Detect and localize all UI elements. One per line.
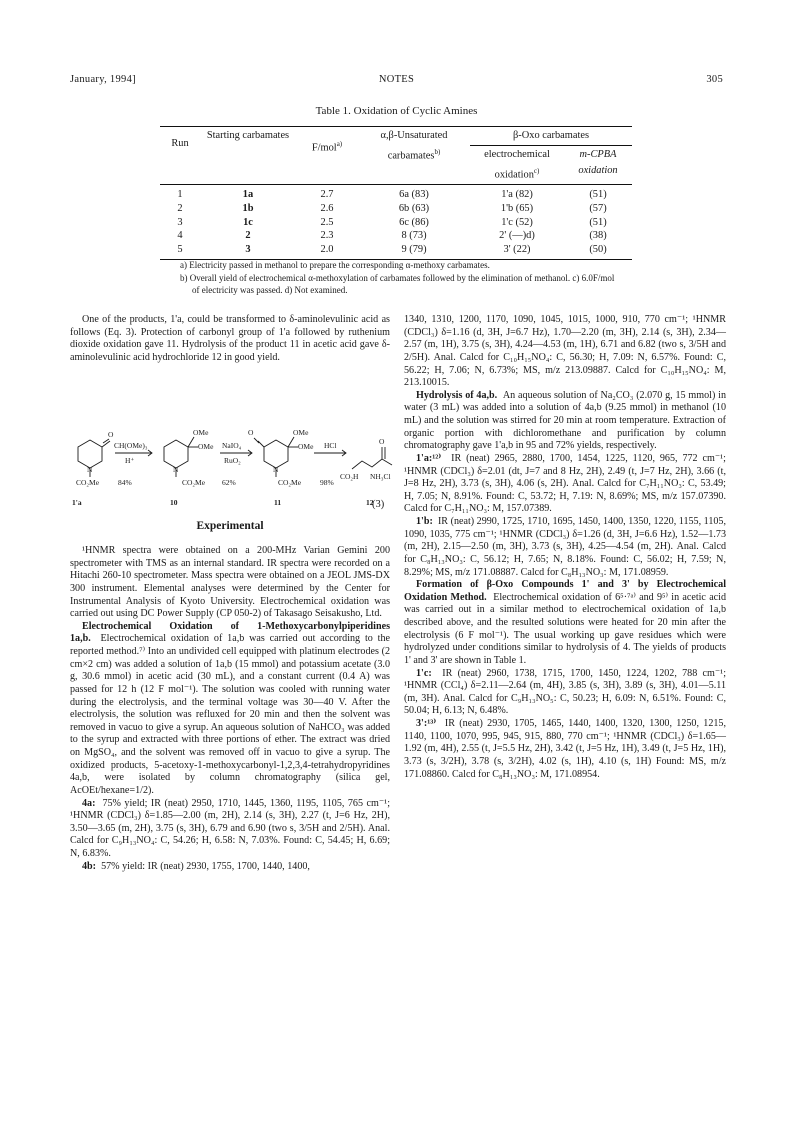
cell-mcpba: (50) [564,243,632,260]
cell-start: 1b [242,203,254,215]
cell-start: 2 [245,230,251,242]
o-label-1: O [108,430,114,439]
left-experimental [70,545,390,873]
cell-f: 2.6 [320,203,334,215]
reagent-2b: RuO₂ [224,456,241,465]
cell-unsat: 6b (63) [398,203,430,215]
cell-unsat: 9 (79) [358,243,470,260]
data-1c-paragraph: 1'c: IR (neat) 2960, 1738, 1715, 1700, 1450, 1224, 1202, 788 cm⁻¹; ¹HNMR (CCl₄) δ=2.11—2.64 (m, 4H), 3.85 (s, 3H), 3.89 (s, 3H), 4.01—5.11 (m, 3H). Anal. Calcd for C₉H₁₃NO₅: C, 50.23; H, 6.09: N, 6.51%. Found: C, 50.04; H, 6.13; N, 6.48%. [404,667,726,717]
formation-paragraph: Formation of β-Oxo Compounds 1' and 3' by Electrochemical Oxidation Method. Electrochemical oxidation of 6⁵·⁷ᵃ⁾ and 9⁵⁾ in acetic acid was carried out in a similar method to electrochemical oxidation of 1a,b described above, and the resulted solutions were heated for 20 min after the electrolysis (6 F mol⁻¹). The usual working up gave residues which were hydrolyzed under conditions similar to hydrolysis of 4. The yields of products 1' and 3' are shown in Table 1. [404,579,727,666]
header-oxo: β-Oxo carbamates [470,127,632,146]
cell-mcpba: (57) [589,203,607,215]
yield-1: 84% [118,478,132,487]
yield-3: 98% [320,478,334,487]
cell-f: 2.0 [296,243,358,260]
compound-10: 10 [170,498,178,507]
ome-label-2: OMe [198,442,214,451]
data-1b-paragraph: 1'b: IR (neat) 2990, 1725, 1710, 1695, 1450, 1400, 1350, 1220, 1155, 1105, 1090, 1035, 775 cm⁻¹; ¹HNMR (CDCl₃) δ=1.26 (d, 3H, J=6.6 Hz), 1.52—1.73 (m, 2H), 2.15—2.50 (m, 3H), 3.73 (s, 3H), 4.25—4.54 (m, 2H). Anal. Calcd for C₈H₁₃NO₃: C, 56.12; H, 7.65; N, 8.18%. Found: C, 56.02; H, 7.59; N, 8.29%; MS, m/z 171.08887. Calcd for C₈H₁₃NO₃: M, 171.08959. [404,516,727,578]
data-3-paragraph: 3':¹³⁾ IR (neat) 2930, 1705, 1465, 1440, 1400, 1320, 1300, 1250, 1215, 1140, 1100, 1070, 995, 945, 915, 880, 770 cm⁻¹; ¹HNMR (CDCl₃) δ=1.65—1.92 (m, 4H), 2.55 (t, J=5.5 Hz, 2H), 3.42 (t, J=5 Hz, 1H), 3.49 (t, J=5 Hz, 1H), 3.73 (s, 3/2H), 3.78 (s, 3/2H), 4.02 (s, 1H), 4.10 (s, 1H) Found: MS, m/z 171.08860. Calcd for C₈H₁₃NO₃: M, 171.08954. [404,718,727,780]
compound-1a: 1'a [72,498,82,507]
exp-4b-paragraph: 4b: 57% yield: IR (neat) 2930, 1755, 1700, 1440, 1400, [82,860,310,872]
table-row [160,202,632,216]
exp-4a-paragraph: 4a: 75% yield; IR (neat) 2950, 1710, 1445, 1360, 1195, 1105, 765 cm⁻¹; ¹HNMR (CDCl₃) δ=1.85—2.00 (m, 2H), 2.14 (s, 3H), 2.27 (t, J=6 Hz, 2H), 3.50—3.65 (m, 2H), 3.75 (s, 3H), 6.79 and 6.90 (two s, 3/5H and 2/5H). Anal. Calcd for C₉H₁₃NO₄: C, 54.26; H, 6.58: N, 7.03%. Found: C, 54.45; H, 6.69; N, 6.83%. [70,797,390,859]
cell-start: 1c [243,216,253,228]
cell-f: 2.3 [320,230,334,242]
reagent-1: CH(OMe)₃ [114,441,148,450]
hydrolysis-paragraph: Hydrolysis of 4a,b. An aqueous solution of Na₂CO₃ (2.070 g, 15 mmol) in water (3 mL) was added into a solution of 4a,b (9.25 mmol) in methanol (10 mL) and the solution was stirred for 20 min at room temperature. Extraction of organic portion with dichloromethane and purification by column chromatography gave 1'a,b in 95 and 72% yields, respectively. [404,389,727,452]
cell-start: 3 [200,243,296,260]
page-number: 305 [706,74,723,85]
header-starting: Starting carbamates [200,127,296,185]
ome-label-3: OMe [293,428,309,437]
cell-start: 1a [242,189,254,201]
cell-run: 3 [177,216,183,228]
co2h-label: CO₂H [340,472,359,481]
table-row [160,229,632,243]
right-column [404,314,726,781]
co2me-1: CO₂Me [76,478,100,487]
yield-2: 62% [222,478,236,487]
cell-electro: 1'b (65) [500,203,534,215]
table-caption: Table 1. Oxidation of Cyclic Amines [315,105,478,117]
reagent-3: HCl [324,441,337,450]
reagent-1b: H⁺ [125,456,135,465]
table-row [160,243,632,260]
n-label-3: N [273,465,279,474]
header-electro: electrochemical oxidation$^{c)}$ [470,146,564,185]
cell-run: 4 [177,230,183,242]
cell-mcpba: (51) [589,216,607,228]
header-mcpba: m-CPBA oxidation [564,146,632,185]
table-row [160,185,632,202]
running-header-date: January, 1994] [70,74,136,85]
exp-oxidation-paragraph: Electrochemical Oxidation of 1-Methoxycarbonylpiperidines 1a,b. Electrochemical oxidation of 1a,b was carried out according to the reported method.⁷⁾ Into an undivided cell equipped with platinum electrodes (2 cm×2 cm) was added a solution of 1a,b (15 mmol) and potassium acetate (3.0 g, 30.6 mmol) in acetic acid (30 mL), and a constant current (0.4 A) was passed for 12 h (12 F mol⁻¹). The solution was cooled with running water during the electrolysis, and the terminal voltage was 30—40 V. After the electrolysis, the solution was refluxed for 20 min and then the solvent was removed in vacuo to give a syrup. An aqueous solution of NaHCO₃ was added to the syrup and extracted with three portions of ether. The extract was dried on MgSO₄, and the solvent was removed off in vacuo to give a syrup. The oxidized products, 5-acetoxy-1-methoxycarbonyl-1,2,3,4-tetrahydropyridines 4a,b, were isolated by column chromatography (silica gel, AcOEt/hexane=1/2). [70,620,391,796]
cell-electro: 1'c (52) [501,216,533,228]
equation-number: (3) [372,499,385,510]
cell-unsat: 6a (83) [399,189,429,201]
ome-label-1: OMe [193,428,209,437]
nh3cl-label: NH₃Cl [370,472,391,481]
cell-electro: 1'a (82) [501,189,533,201]
experimental-title: Experimental [196,520,264,532]
cell-unsat: 8 (73) [401,230,427,242]
cell-electro: 3' (22) [470,243,564,260]
table-row [160,216,632,230]
data-4b-cont: 1340, 1310, 1200, 1170, 1090, 1045, 1015, 1000, 910, 770 cm⁻¹; ¹HNMR (CDCl₃) δ=1.16 (d, 3H, J=6.7 Hz), 1.70—2.20 (m, 3H), 2.14 (s, 3H), 2.34—2.57 (m, 1H), 3.75 (s, 3H), 4.24—4.53 (m, 1H), 6.71 and 6.82 (two s, 3/5H and 2/5H). Anal. Calcd for C₁₀H₁₅NO₄: C, 56.30; H, 7.09: N, 6.57%. Found: C, 56.22; H, 7.06; N, 6.73%; MS, m/z 213.09887. Calcd for C₁₀H₁₅NO₄: M, 213.10015. [404,314,726,389]
cell-unsat: 6c (86) [399,216,429,228]
co2me-3: CO₂Me [278,478,302,487]
cell-f: 2.7 [320,189,334,201]
table-footnotes [180,259,620,297]
cell-f: 2.5 [320,216,334,228]
exp-general-paragraph: ¹HNMR spectra were obtained on a 200-MHz Varian Gemini 200 spectrometer with TMS as an internal standard. IR spectra were recorded on a Hitachi 260-10 spectrometer. Mass spectra were obtained on a JEOL JMS-DX 300 instrument. Elemental analyses were determined by the Center for Instrumental Analysis of Kyoto University. Electrochemical oxidation was carried out using DC Power Supply (CP 050-2) of Takasago Seisakusho, Ltd. [70,545,390,620]
cell-run: 2 [177,203,183,215]
o-label-3: O [248,428,254,437]
header-run: Run [160,127,200,185]
cell-run: 5 [160,243,200,260]
oxidation-heading: Electrochemical Oxidation of 1-Methoxycarbonylpiperidines 1a,b. [70,620,390,645]
cell-electro: 2' (—)d) [499,230,535,242]
n-label-1: N [87,465,93,474]
left-intro [70,314,390,365]
reagent-2: NaIO₄ [222,441,242,450]
data-1a-paragraph: 1'a:¹²⁾ IR (neat) 2965, 2880, 1700, 1454, 1225, 1120, 965, 772 cm⁻¹; ¹HNMR (CDCl₃) δ=2.01 (dt, J=7 and 8 Hz, 2H), 2.49 (t, J=7 Hz, 2H), 3.66 (t, J=8 Hz, 2H), 3.73 (s, 3H), 4.06 (s, 2H). Anal. Calcd for C₇H₁₁NO₃: C, 53.49; H, 7.05; N, 8.91%. Found: C, 53.72; H, 7.19: N, 8.69%; MS, m/z 157.07390. Calcd for C₇H₁₁NO₃: M, 157.07389. [404,452,726,515]
compound-12: 12 [366,498,374,507]
cell-run: 1 [177,189,183,201]
header-unsaturated: α,β-Unsaturated carbamates$^{b)}$ [358,127,470,185]
footnote-bcd: b) Overall yield of electrochemical α-methoxylation of carbamates followed by the elimination of methanol. c) 6.0F/mol of electricity was passed. d) Not examined. [180,272,615,296]
o-label-4: O [379,437,385,446]
cell-mcpba: (51) [589,189,607,201]
reaction-scheme [70,417,400,512]
header-fmol: F/mol$^{a)}$ [296,127,358,185]
cell-mcpba: (38) [589,230,607,242]
compound-11: 11 [274,498,282,507]
intro-paragraph: One of the products, 1'a, could be transformed to δ-aminolevulinic acid as follows (Eq. 3). Protection of carbonyl group of 1'a followed by ruthenium dioxide oxidation gave 11. Hydrolysis of the product 11 in acetic acid gave δ-aminolevulinic acid hydrochloride 12 in good yield. [70,314,390,363]
running-header-section: NOTES [378,74,415,85]
ome-label-4: OMe [298,442,314,451]
n-label-2: N [173,465,179,474]
oxidation-table [160,126,632,260]
footnote-a: a) Electricity passed in methanol to prepare the corresponding α-methoxy carbamates. [180,260,490,270]
co2me-2: CO₂Me [182,478,206,487]
